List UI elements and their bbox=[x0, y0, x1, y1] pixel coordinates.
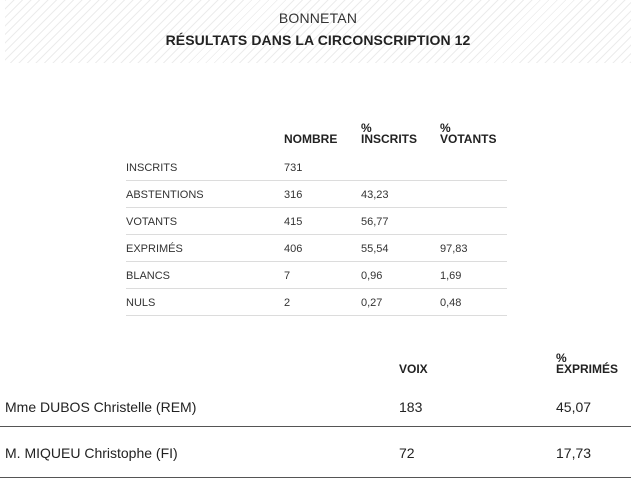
stats-row-blancs bbox=[126, 262, 507, 289]
candidate-row bbox=[0, 427, 631, 478]
page-title: RÉSULTATS DANS LA CIRCONSCRIPTION 12 bbox=[165, 32, 471, 48]
row-nombre: 406 bbox=[284, 243, 303, 255]
row-label: VOTANTS bbox=[126, 216, 178, 228]
column-header-nombre: NOMBRE bbox=[284, 132, 338, 146]
stats-header-row bbox=[126, 120, 507, 154]
stats-row-inscrits bbox=[126, 154, 507, 181]
column-header-pct-votants: % VOTANTS bbox=[440, 121, 497, 146]
candidate-voix: 72 bbox=[399, 445, 415, 461]
row-nombre: 7 bbox=[284, 270, 291, 282]
row-pct-inscrits: 56,77 bbox=[361, 216, 389, 228]
stats-row-abstentions bbox=[126, 181, 507, 208]
row-label: BLANCS bbox=[126, 270, 171, 282]
row-pct-inscrits: 0,27 bbox=[361, 297, 383, 309]
city-name: BONNETAN bbox=[278, 10, 358, 26]
candidate-voix: 183 bbox=[399, 399, 423, 415]
stats-row-nuls bbox=[126, 289, 507, 316]
candidate-name: M. MIQUEU Christophe (FI) bbox=[5, 445, 178, 461]
candidate-row bbox=[0, 388, 631, 427]
row-pct-votants: 1,69 bbox=[440, 270, 462, 282]
row-label: EXPRIMÉS bbox=[126, 243, 183, 255]
row-label: INSCRITS bbox=[126, 162, 178, 174]
row-nombre: 415 bbox=[284, 216, 303, 228]
stats-row-votants bbox=[126, 208, 507, 235]
row-pct-inscrits: 55,54 bbox=[361, 243, 389, 255]
row-pct-inscrits: 43,23 bbox=[361, 189, 389, 201]
page-header bbox=[5, 0, 631, 63]
row-label: NULS bbox=[126, 297, 156, 309]
column-header-pct-exprimes: % EXPRIMÉS bbox=[556, 351, 619, 376]
stats-table bbox=[126, 120, 507, 316]
row-pct-inscrits: 0,96 bbox=[361, 270, 383, 282]
row-nombre: 731 bbox=[284, 162, 303, 174]
row-label: ABSTENTIONS bbox=[126, 189, 204, 201]
candidates-header-row bbox=[0, 351, 631, 388]
column-header-voix: VOIX bbox=[399, 362, 428, 376]
row-pct-votants: 0,48 bbox=[440, 297, 462, 309]
candidates-table bbox=[0, 351, 631, 478]
column-header-pct-inscrits: % INSCRITS bbox=[361, 121, 418, 146]
candidate-pct-exprimes: 45,07 bbox=[556, 399, 592, 415]
candidate-name: Mme DUBOS Christelle (REM) bbox=[5, 399, 197, 415]
row-nombre: 2 bbox=[284, 297, 291, 309]
row-nombre: 316 bbox=[284, 189, 303, 201]
stats-row-exprimes bbox=[126, 235, 507, 262]
candidate-pct-exprimes: 17,73 bbox=[556, 445, 592, 461]
row-pct-votants: 97,83 bbox=[440, 243, 468, 255]
